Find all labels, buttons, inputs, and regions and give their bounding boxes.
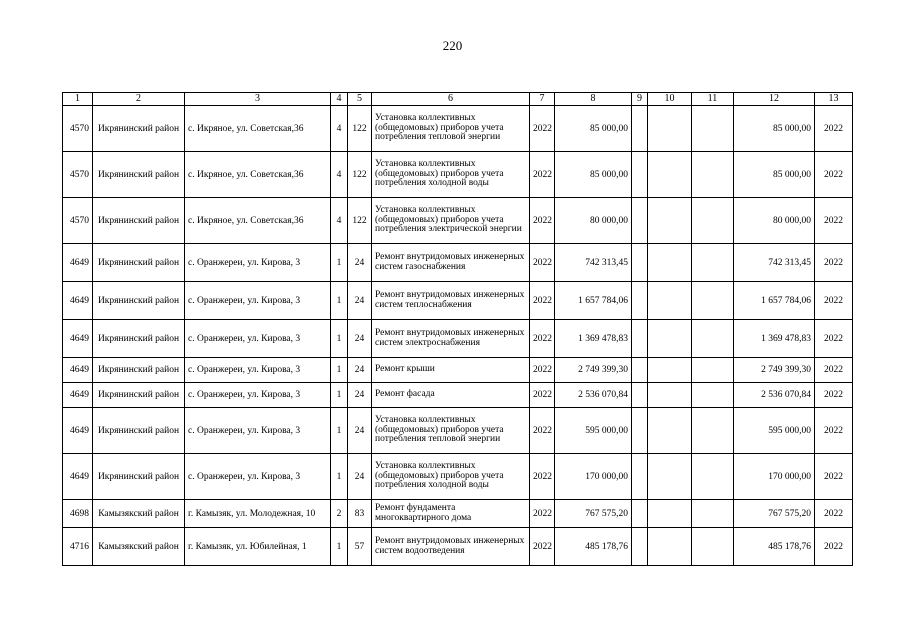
floors-cell: 1 — [331, 408, 348, 454]
floors-cell: 1 — [331, 320, 348, 358]
work-type-cell: Ремонт внутридомовых инженерных систем водоотведения — [372, 528, 530, 566]
work-type-cell: Ремонт крыши — [372, 358, 530, 383]
column-10-cell — [648, 528, 692, 566]
completion-year-cell: 2022 — [815, 358, 853, 383]
work-type-cell: Установка коллективных (общедомовых) приборов учета потребления холодной воды — [372, 454, 530, 500]
completion-year-cell: 2022 — [815, 320, 853, 358]
column-9-cell — [632, 408, 648, 454]
work-type-cell: Ремонт фасада — [372, 383, 530, 408]
address-cell: с. Оранжереи, ул. Кирова, 3 — [185, 244, 331, 282]
district-cell: Икрянинский район — [93, 320, 185, 358]
apartments-cell: 24 — [348, 408, 372, 454]
year-cell: 2022 — [530, 500, 555, 528]
district-cell: Камызякский район — [93, 528, 185, 566]
total-cost-cell: 85 000,00 — [555, 152, 632, 198]
column-number-cell: 10 — [648, 93, 692, 106]
record-id-cell: 4649 — [63, 282, 93, 320]
column-9-cell — [632, 320, 648, 358]
completion-year-cell: 2022 — [815, 528, 853, 566]
record-id-cell: 4649 — [63, 244, 93, 282]
table-row — [63, 454, 853, 500]
record-id-cell: 4649 — [63, 320, 93, 358]
column-9-cell — [632, 106, 648, 152]
floors-cell: 1 — [331, 244, 348, 282]
total-cost-cell: 2 749 399,30 — [555, 358, 632, 383]
column-number-cell: 11 — [692, 93, 734, 106]
column-12-cost-cell: 595 000,00 — [734, 408, 815, 454]
year-cell: 2022 — [530, 244, 555, 282]
column-11-cell — [692, 152, 734, 198]
column-number-row — [63, 93, 853, 106]
year-cell: 2022 — [530, 152, 555, 198]
apartments-cell: 24 — [348, 358, 372, 383]
column-12-cost-cell: 767 575,20 — [734, 500, 815, 528]
column-12-cost-cell: 1 657 784,06 — [734, 282, 815, 320]
floors-cell: 4 — [331, 198, 348, 244]
total-cost-cell: 80 000,00 — [555, 198, 632, 244]
floors-cell: 1 — [331, 282, 348, 320]
year-cell: 2022 — [530, 408, 555, 454]
column-9-cell — [632, 198, 648, 244]
record-id-cell: 4570 — [63, 152, 93, 198]
completion-year-cell: 2022 — [815, 244, 853, 282]
year-cell: 2022 — [530, 282, 555, 320]
completion-year-cell: 2022 — [815, 198, 853, 244]
address-cell: г. Камызяк, ул. Молодежная, 10 — [185, 500, 331, 528]
column-9-cell — [632, 282, 648, 320]
record-id-cell: 4649 — [63, 358, 93, 383]
total-cost-cell: 485 178,76 — [555, 528, 632, 566]
address-cell: с. Оранжереи, ул. Кирова, 3 — [185, 454, 331, 500]
address-cell: с. Икряное, ул. Советская,36 — [185, 106, 331, 152]
column-10-cell — [648, 383, 692, 408]
address-cell: с. Оранжереи, ул. Кирова, 3 — [185, 383, 331, 408]
column-number-cell: 13 — [815, 93, 853, 106]
floors-cell: 1 — [331, 528, 348, 566]
column-9-cell — [632, 358, 648, 383]
district-cell: Камызякский район — [93, 500, 185, 528]
record-id-cell: 4698 — [63, 500, 93, 528]
column-number-cell: 7 — [530, 93, 555, 106]
year-cell: 2022 — [530, 528, 555, 566]
record-id-cell: 4716 — [63, 528, 93, 566]
record-id-cell: 4649 — [63, 408, 93, 454]
apartments-cell: 83 — [348, 500, 372, 528]
address-cell: с. Икряное, ул. Советская,36 — [185, 152, 331, 198]
district-cell: Икрянинский район — [93, 106, 185, 152]
work-type-cell: Ремонт внутридомовых инженерных систем теплоснабжения — [372, 282, 530, 320]
total-cost-cell: 1 657 784,06 — [555, 282, 632, 320]
column-number-cell: 3 — [185, 93, 331, 106]
column-12-cost-cell: 742 313,45 — [734, 244, 815, 282]
apartments-cell: 24 — [348, 454, 372, 500]
address-cell: с. Икряное, ул. Советская,36 — [185, 198, 331, 244]
column-12-cost-cell: 2 536 070,84 — [734, 383, 815, 408]
floors-cell: 4 — [331, 152, 348, 198]
column-10-cell — [648, 282, 692, 320]
column-number-cell: 5 — [348, 93, 372, 106]
column-11-cell — [692, 106, 734, 152]
column-number-cell: 12 — [734, 93, 815, 106]
column-9-cell — [632, 244, 648, 282]
work-type-cell: Установка коллективных (общедомовых) приборов учета потребления холодной воды — [372, 152, 530, 198]
column-12-cost-cell: 1 369 478,83 — [734, 320, 815, 358]
column-number-cell: 8 — [555, 93, 632, 106]
table-row — [63, 198, 853, 244]
column-number-cell: 2 — [93, 93, 185, 106]
completion-year-cell: 2022 — [815, 152, 853, 198]
record-id-cell: 4570 — [63, 106, 93, 152]
address-cell: с. Оранжереи, ул. Кирова, 3 — [185, 320, 331, 358]
district-cell: Икрянинский район — [93, 358, 185, 383]
total-cost-cell: 85 000,00 — [555, 106, 632, 152]
floors-cell: 2 — [331, 500, 348, 528]
work-type-cell: Установка коллективных (общедомовых) приборов учета потребления электрической энергии — [372, 198, 530, 244]
apartments-cell: 24 — [348, 244, 372, 282]
address-cell: с. Оранжереи, ул. Кирова, 3 — [185, 282, 331, 320]
total-cost-cell: 767 575,20 — [555, 500, 632, 528]
page-number: 220 — [442, 38, 463, 53]
district-cell: Икрянинский район — [93, 383, 185, 408]
column-number-cell: 9 — [632, 93, 648, 106]
column-11-cell — [692, 358, 734, 383]
column-12-cost-cell: 80 000,00 — [734, 198, 815, 244]
column-11-cell — [692, 244, 734, 282]
work-type-cell: Ремонт внутридомовых инженерных систем газоснабжения — [372, 244, 530, 282]
column-12-cost-cell: 170 000,00 — [734, 454, 815, 500]
address-cell: с. Оранжереи, ул. Кирова, 3 — [185, 408, 331, 454]
column-10-cell — [648, 500, 692, 528]
record-id-cell: 4649 — [63, 454, 93, 500]
column-12-cost-cell: 485 178,76 — [734, 528, 815, 566]
completion-year-cell: 2022 — [815, 282, 853, 320]
total-cost-cell: 2 536 070,84 — [555, 383, 632, 408]
completion-year-cell: 2022 — [815, 500, 853, 528]
total-cost-cell: 742 313,45 — [555, 244, 632, 282]
column-9-cell — [632, 528, 648, 566]
district-cell: Икрянинский район — [93, 408, 185, 454]
column-11-cell — [692, 408, 734, 454]
address-cell: с. Оранжереи, ул. Кирова, 3 — [185, 358, 331, 383]
column-number-cell: 1 — [63, 93, 93, 106]
record-id-cell: 4649 — [63, 383, 93, 408]
column-11-cell — [692, 528, 734, 566]
district-cell: Икрянинский район — [93, 454, 185, 500]
floors-cell: 4 — [331, 106, 348, 152]
record-id-cell: 4570 — [63, 198, 93, 244]
work-type-cell: Установка коллективных (общедомовых) приборов учета потребления тепловой энергии — [372, 408, 530, 454]
year-cell: 2022 — [530, 320, 555, 358]
column-10-cell — [648, 198, 692, 244]
year-cell: 2022 — [530, 358, 555, 383]
column-11-cell — [692, 198, 734, 244]
table-row — [63, 106, 853, 152]
completion-year-cell: 2022 — [815, 383, 853, 408]
table-row — [63, 152, 853, 198]
completion-year-cell: 2022 — [815, 106, 853, 152]
column-12-cost-cell: 85 000,00 — [734, 106, 815, 152]
apartments-cell: 24 — [348, 282, 372, 320]
column-11-cell — [692, 500, 734, 528]
table-row — [63, 320, 853, 358]
table-row — [63, 528, 853, 566]
table-row — [63, 500, 853, 528]
work-type-cell: Установка коллективных (общедомовых) приборов учета потребления тепловой энергии — [372, 106, 530, 152]
column-number-cell: 6 — [372, 93, 530, 106]
column-10-cell — [648, 454, 692, 500]
column-9-cell — [632, 383, 648, 408]
column-11-cell — [692, 454, 734, 500]
table-row — [63, 358, 853, 383]
column-11-cell — [692, 282, 734, 320]
table-row — [63, 244, 853, 282]
floors-cell: 1 — [331, 454, 348, 500]
completion-year-cell: 2022 — [815, 408, 853, 454]
column-9-cell — [632, 500, 648, 528]
total-cost-cell: 595 000,00 — [555, 408, 632, 454]
total-cost-cell: 1 369 478,83 — [555, 320, 632, 358]
completion-year-cell: 2022 — [815, 454, 853, 500]
table-row — [63, 282, 853, 320]
column-10-cell — [648, 106, 692, 152]
column-11-cell — [692, 320, 734, 358]
apartments-cell: 57 — [348, 528, 372, 566]
column-10-cell — [648, 320, 692, 358]
apartments-cell: 122 — [348, 152, 372, 198]
column-9-cell — [632, 152, 648, 198]
district-cell: Икрянинский район — [93, 198, 185, 244]
column-10-cell — [648, 358, 692, 383]
column-9-cell — [632, 454, 648, 500]
apartments-cell: 24 — [348, 320, 372, 358]
column-12-cost-cell: 2 749 399,30 — [734, 358, 815, 383]
floors-cell: 1 — [331, 383, 348, 408]
district-cell: Икрянинский район — [93, 282, 185, 320]
column-number-cell: 4 — [331, 93, 348, 106]
column-10-cell — [648, 244, 692, 282]
apartments-cell: 122 — [348, 106, 372, 152]
table-row — [63, 383, 853, 408]
apartments-cell: 24 — [348, 383, 372, 408]
total-cost-cell: 170 000,00 — [555, 454, 632, 500]
district-cell: Икрянинский район — [93, 244, 185, 282]
table-row — [63, 408, 853, 454]
year-cell: 2022 — [530, 454, 555, 500]
work-type-cell: Ремонт внутридомовых инженерных систем электроснабжения — [372, 320, 530, 358]
work-type-cell: Ремонт фундамента многоквартирного дома — [372, 500, 530, 528]
column-10-cell — [648, 152, 692, 198]
district-cell: Икрянинский район — [93, 152, 185, 198]
column-11-cell — [692, 383, 734, 408]
apartments-cell: 122 — [348, 198, 372, 244]
floors-cell: 1 — [331, 358, 348, 383]
address-cell: г. Камызяк, ул. Юбилейная, 1 — [185, 528, 331, 566]
capital-repair-table — [62, 92, 853, 566]
column-10-cell — [648, 408, 692, 454]
year-cell: 2022 — [530, 383, 555, 408]
column-12-cost-cell: 85 000,00 — [734, 152, 815, 198]
year-cell: 2022 — [530, 198, 555, 244]
year-cell: 2022 — [530, 106, 555, 152]
